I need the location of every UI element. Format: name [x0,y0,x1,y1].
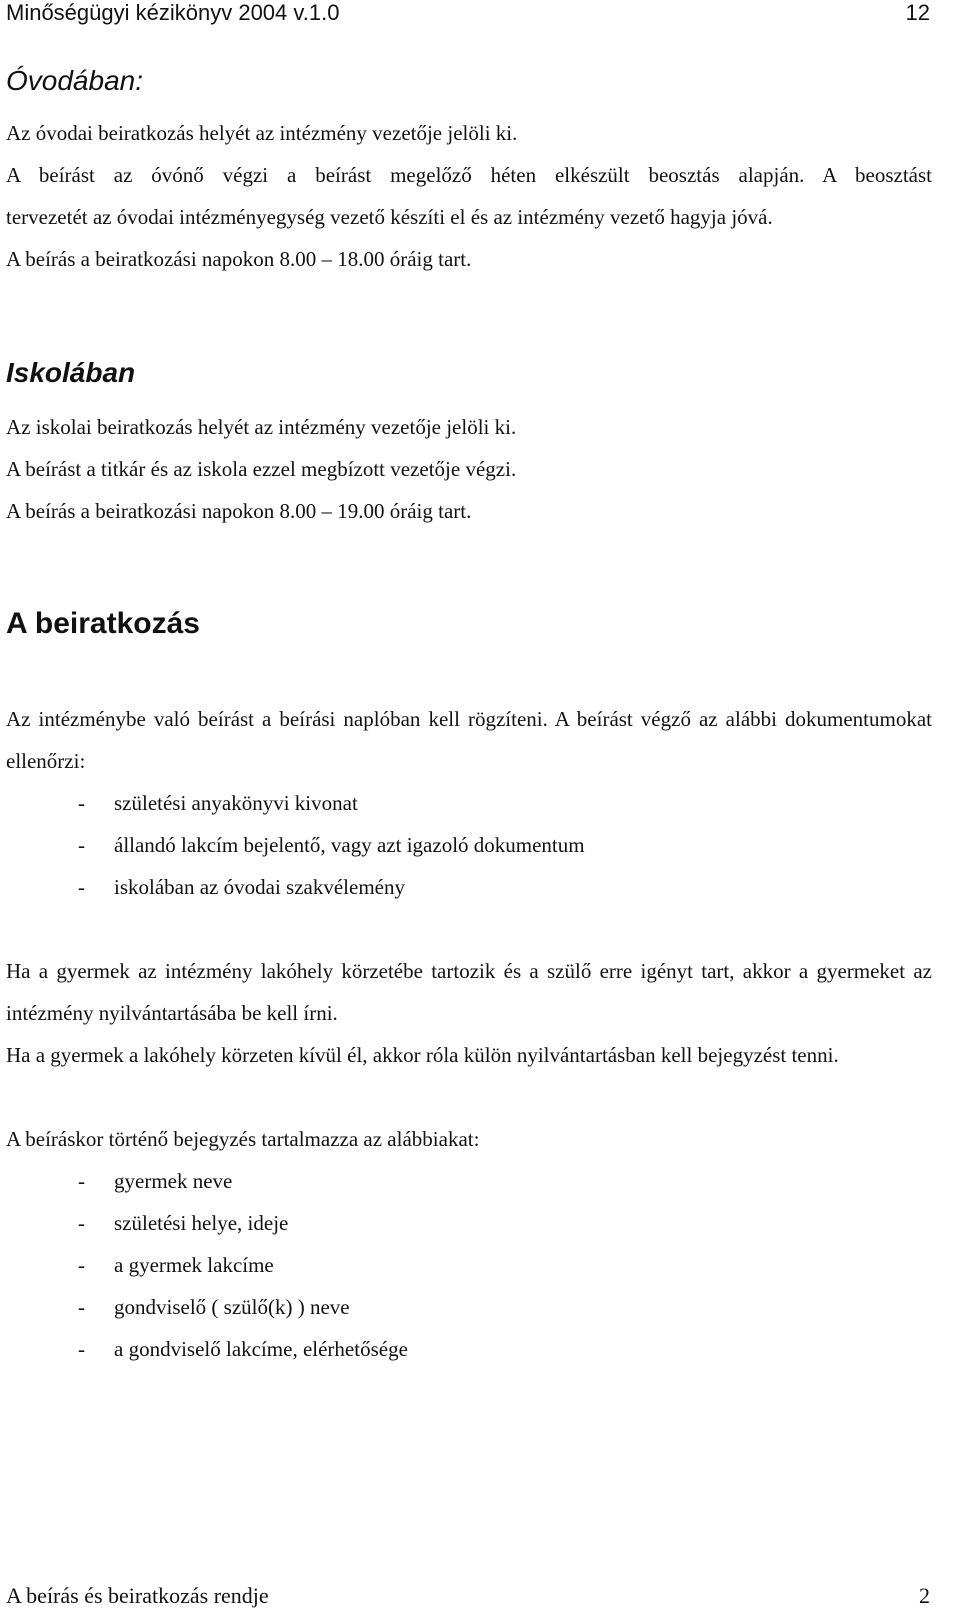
text-line: Az iskolai beiratkozás helyét az intézmény vezetője jelöli ki. [6,415,517,439]
list-item [6,866,932,908]
list-item-text: gyermek neve [114,1169,233,1193]
entries-list [6,1160,932,1370]
header-page-number: 12 [905,0,930,25]
list-item [6,824,932,866]
section-ovodaban [6,64,932,280]
paragraph: A beíráskor történő bejegyzés tartalmazza az alábbiakat: [6,1127,480,1151]
list-item [6,1202,932,1244]
section-heading: A beiratkozás [6,607,200,640]
list-item [6,1160,932,1202]
text-line: A beírás a beiratkozási napokon 8.00 – 19.00 óráig tart. [6,499,472,523]
entries-intro-block [6,1118,932,1160]
paragraph: Ha a gyermek az intézmény lakóhely körzetébe tartozik és a szülő erre igényt tart, akkor a gyermeket az intézmény nyilvántartásába be kell írni. [6,959,932,1025]
text-line: A beírást az óvónő végzi a beírást megelőző héten elkészült beosztás alapján. A beosztást [6,163,932,187]
footer-title: A beírás és beiratkozás rendje [6,1583,269,1608]
section-intro [6,698,932,782]
section-body [6,406,932,532]
section-heading: Óvodában: [6,65,143,96]
list-item-text: gondviselő ( szülő(k) ) neve [114,1295,350,1319]
list-dash: - [78,1211,85,1235]
section-paragraphs [6,950,932,1076]
list-dash: - [78,833,85,857]
list-dash: - [78,791,85,815]
section-heading: Iskolában [6,357,136,388]
text-line: A beírás a beiratkozási napokon 8.00 – 18.00 óráig tart. [6,247,472,271]
list-dash: - [78,1253,85,1277]
text-line: A beírást a titkár és az iskola ezzel megbízott vezetője végzi. [6,457,517,481]
list-dash: - [78,875,85,899]
list-item-text: a gyermek lakcíme [114,1253,274,1277]
list-item [6,1286,932,1328]
paragraph: Ha a gyermek a lakóhely körzeten kívül él, akkor róla külön nyilvántartásban kell bejegyzést tenni. [6,1043,839,1067]
list-item-text: iskolában az óvodai szakvélemény [114,875,405,899]
list-item-text: születési anyakönyvi kivonat [114,791,358,815]
list-item [6,1244,932,1286]
text-line: Az óvodai beiratkozás helyét az intézmény vezetője jelöli ki. [6,121,518,145]
list-item [6,782,932,824]
section-beiratkozas [6,606,932,1370]
text-line: tervezetét az óvodai intézményegység vezető készíti el és az intézmény vezető hagyja jóvá. [6,205,773,229]
list-item [6,1328,932,1370]
document-list [6,782,932,908]
paragraph: Az intézménybe való beírást a beírási naplóban kell rögzíteni. A beírást végző az alábbi dokumentumokat ellenőrzi: [6,707,932,773]
list-dash: - [78,1337,85,1361]
list-item-text: állandó lakcím bejelentő, vagy azt igazoló dokumentum [114,833,585,857]
list-item-text: a gondviselő lakcíme, elérhetősége [114,1337,408,1361]
footer-page-number: 2 [919,1583,930,1608]
list-dash: - [78,1295,85,1319]
section-body [6,112,932,280]
section-iskolaban [6,356,932,532]
list-dash: - [78,1169,85,1193]
list-item-text: születési helye, ideje [114,1211,289,1235]
page-header [6,0,930,30]
page-footer [6,1583,930,1613]
header-title: Minőségügyi kézikönyv 2004 v.1.0 [6,0,340,25]
